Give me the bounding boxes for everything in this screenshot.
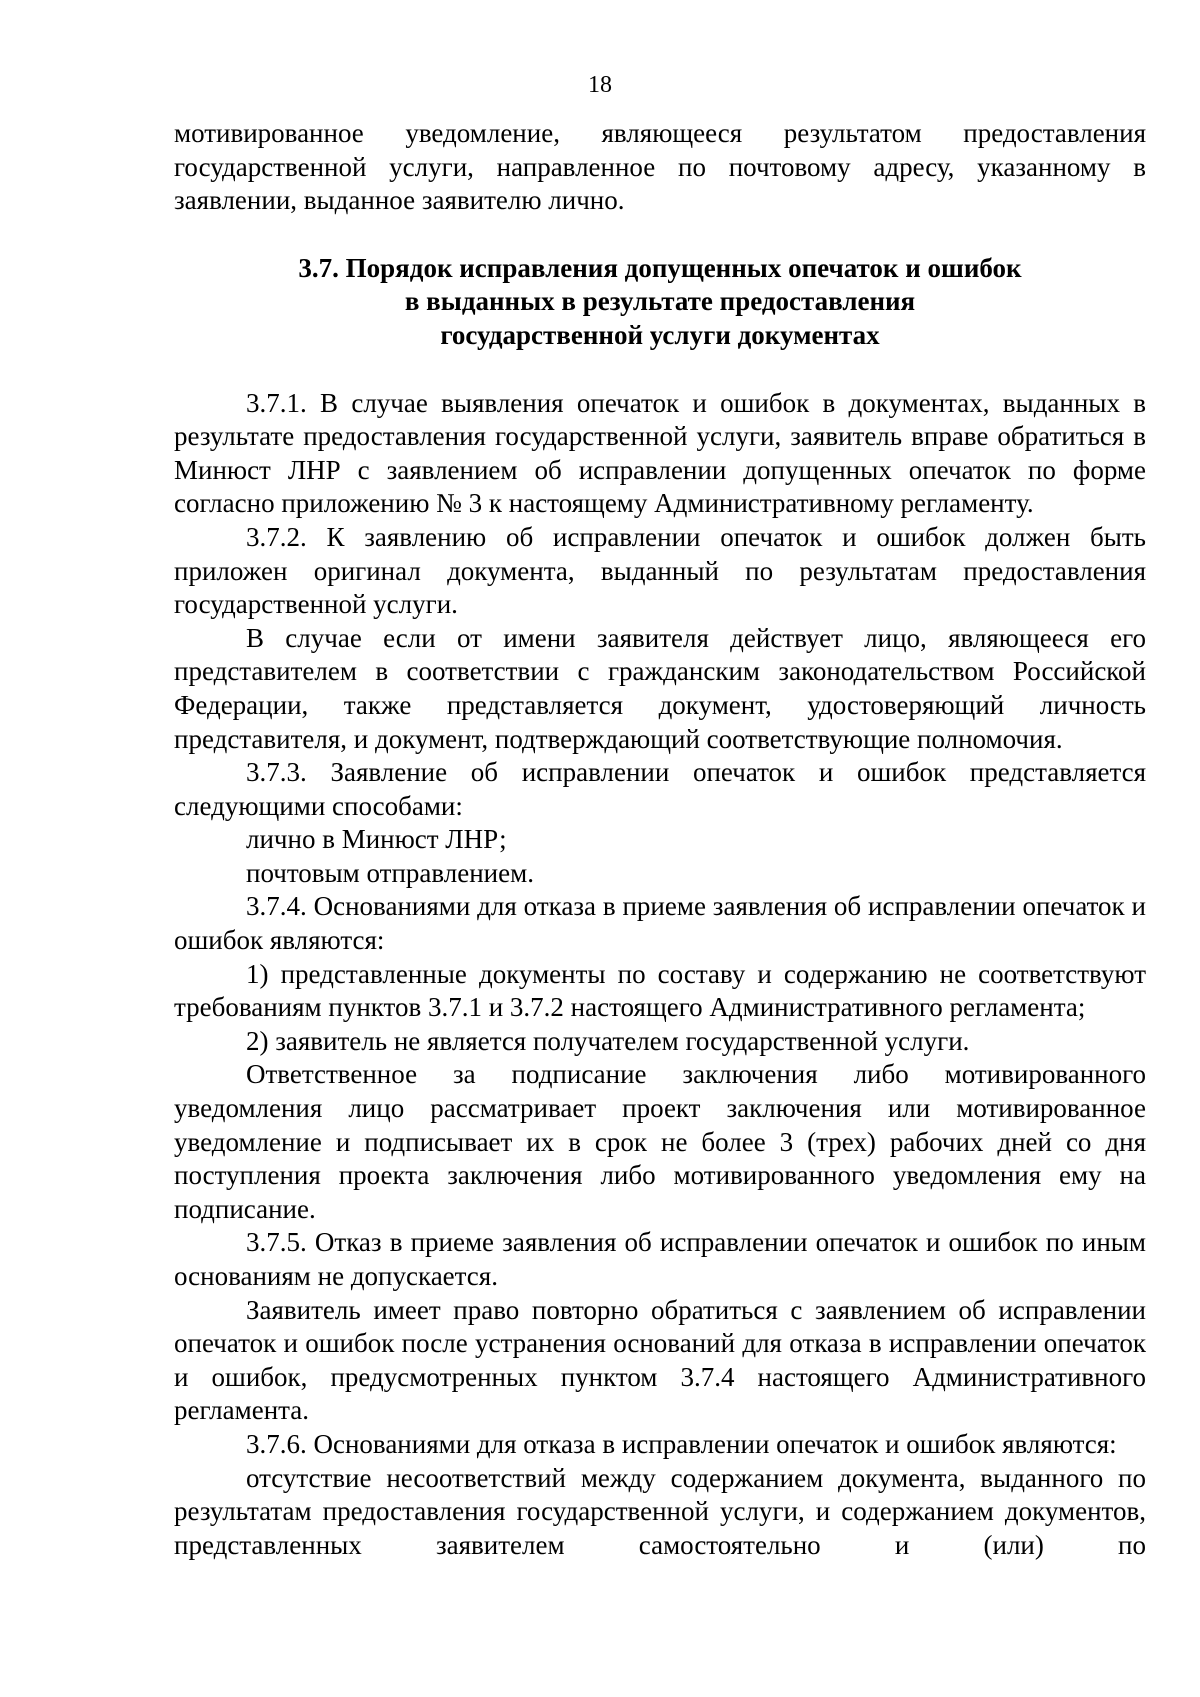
paragraph-signing: Ответственное за подписание заключения либо мотивированного уведомления лицо рассматривает проект заключения или мотивированное уведомление и подписывает их в срок не более 3 (трех) рабочих дней со дня поступления проекта заключения либо мотивированного уведомления ему на подписание. <box>174 1059 1146 1224</box>
section-heading-line-1: 3.7. Порядок исправления допущенных опечаток и ошибок <box>298 252 1022 283</box>
paragraph-3-7-3: 3.7.3. Заявление об исправлении опечаток и ошибок представляется следующими способами: <box>174 757 1146 821</box>
opening-paragraph: мотивированное уведомление, являющееся результатом предоставления государственной услуги, направленное по почтовому адресу, указанному в заявлении, выданное заявителю лично. <box>174 118 1146 216</box>
list-item-in-person: лично в Минюст ЛНР; <box>246 824 507 855</box>
paragraph-3-7-5: 3.7.5. Отказ в приеме заявления об исправлении опечаток и ошибок по иным основаниям не допускается. <box>174 1227 1146 1291</box>
list-item-by-mail: почтовым отправлением. <box>246 857 534 888</box>
list-item-2: 2) заявитель не является получателем государственной услуги. <box>246 1025 970 1056</box>
section-heading <box>174 252 1146 353</box>
paragraph-3-7-4: 3.7.4. Основаниями для отказа в приеме заявления об исправлении опечаток и ошибок являются: <box>174 891 1146 956</box>
section-heading-line-3: государственной услуги документах <box>440 319 880 350</box>
paragraph-no-discrepancy: отсутствие несоответствий между содержанием документа, выданного по результатам предоставления государственной услуги, и содержанием документов, представленных заявителем самостоятельно и (или) по <box>174 1462 1146 1560</box>
paragraph-3-7-6: 3.7.6. Основаниями для отказа в исправлении опечаток и ошибок являются: <box>246 1428 1117 1459</box>
section-heading-line-2: в выданных в результате предоставления <box>404 286 916 317</box>
paragraph-reapply: Заявитель имеет право повторно обратиться с заявлением об исправлении опечаток и ошибок после устранения оснований для отказа в исправлении опечаток и ошибок, предусмотренных пунктом 3.7.4 настоящего Административного регламента. <box>174 1294 1146 1426</box>
page-number: 18 <box>588 72 612 98</box>
paragraph-3-7-1: 3.7.1. В случае выявления опечаток и ошибок в документах, выданных в результате предоставления государственной услуги, заявитель вправе обратиться в Минюст ЛНР с заявлением об исправлении допущенных опечаток по форме согласно приложению № 3 к настоящему Административному регламенту. <box>174 387 1146 519</box>
paragraph-3-7-2: 3.7.2. К заявлению об исправлении опечаток и ошибок должен быть приложен оригинал документа, выданный по результатам предоставления государственной услуги. <box>174 521 1146 620</box>
paragraph-representative: В случае если от имени заявителя действует лицо, являющееся его представителем в соответствии с гражданским законодательством Российской Федерации, также представляется документ, удостоверяющий личность представителя, и документ, подтверждающий соответствующие полномочия. <box>174 622 1146 754</box>
document-body <box>174 117 1146 1562</box>
list-item-1: 1) представленные документы по составу и содержанию не соответствуют требованиям пунктов 3.7.1 и 3.7.2 настоящего Административного регламента; <box>174 958 1146 1023</box>
